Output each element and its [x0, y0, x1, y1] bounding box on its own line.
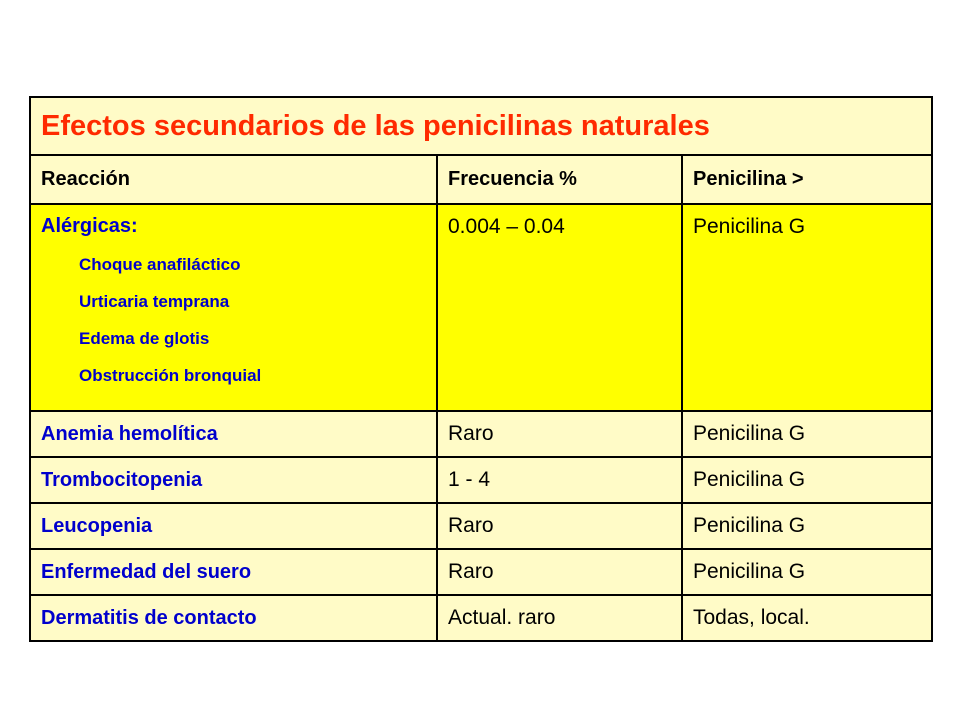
cell-penicillin-allergic: Penicilina G — [682, 204, 932, 411]
list-item: Choque anafiláctico — [79, 255, 241, 274]
cell-penicillin: Penicilina G — [682, 503, 932, 549]
cell-penicillin: Todas, local. — [682, 595, 932, 641]
list-item: Edema de glotis — [79, 329, 210, 348]
header-frequency: Frecuencia % — [437, 155, 682, 204]
table-row — [30, 457, 932, 503]
cell-frequency: Raro — [437, 549, 682, 595]
title-row — [30, 97, 932, 155]
allergic-label: Alérgicas: — [41, 215, 138, 237]
table-row — [30, 549, 932, 595]
cell-penicillin: Penicilina G — [682, 411, 932, 457]
side-effects-table — [29, 96, 933, 642]
allergic-list — [41, 246, 436, 394]
cell-reaction: Dermatitis de contacto — [30, 595, 437, 641]
cell-penicillin: Penicilina G — [682, 457, 932, 503]
table-row — [30, 503, 932, 549]
cell-frequency: Actual. raro — [437, 595, 682, 641]
cell-frequency-allergic: 0.004 – 0.04 — [437, 204, 682, 411]
list-item: Urticaria temprana — [79, 292, 230, 311]
list-item: Obstrucción bronquial — [79, 366, 262, 385]
cell-frequency: 1 - 4 — [437, 457, 682, 503]
table-row-allergic — [30, 204, 932, 411]
cell-frequency: Raro — [437, 503, 682, 549]
table-row — [30, 411, 932, 457]
cell-reaction: Trombocitopenia — [30, 457, 437, 503]
cell-penicillin: Penicilina G — [682, 549, 932, 595]
cell-reaction-allergic — [30, 204, 437, 411]
header-penicillin: Penicilina > — [682, 155, 932, 204]
header-row — [30, 155, 932, 204]
table-title: Efectos secundarios de las penicilinas naturales — [30, 97, 932, 155]
cell-reaction: Enfermedad del suero — [30, 549, 437, 595]
table-row — [30, 595, 932, 641]
cell-reaction: Leucopenia — [30, 503, 437, 549]
cell-reaction: Anemia hemolítica — [30, 411, 437, 457]
cell-frequency: Raro — [437, 411, 682, 457]
header-reaction: Reacción — [30, 155, 437, 204]
